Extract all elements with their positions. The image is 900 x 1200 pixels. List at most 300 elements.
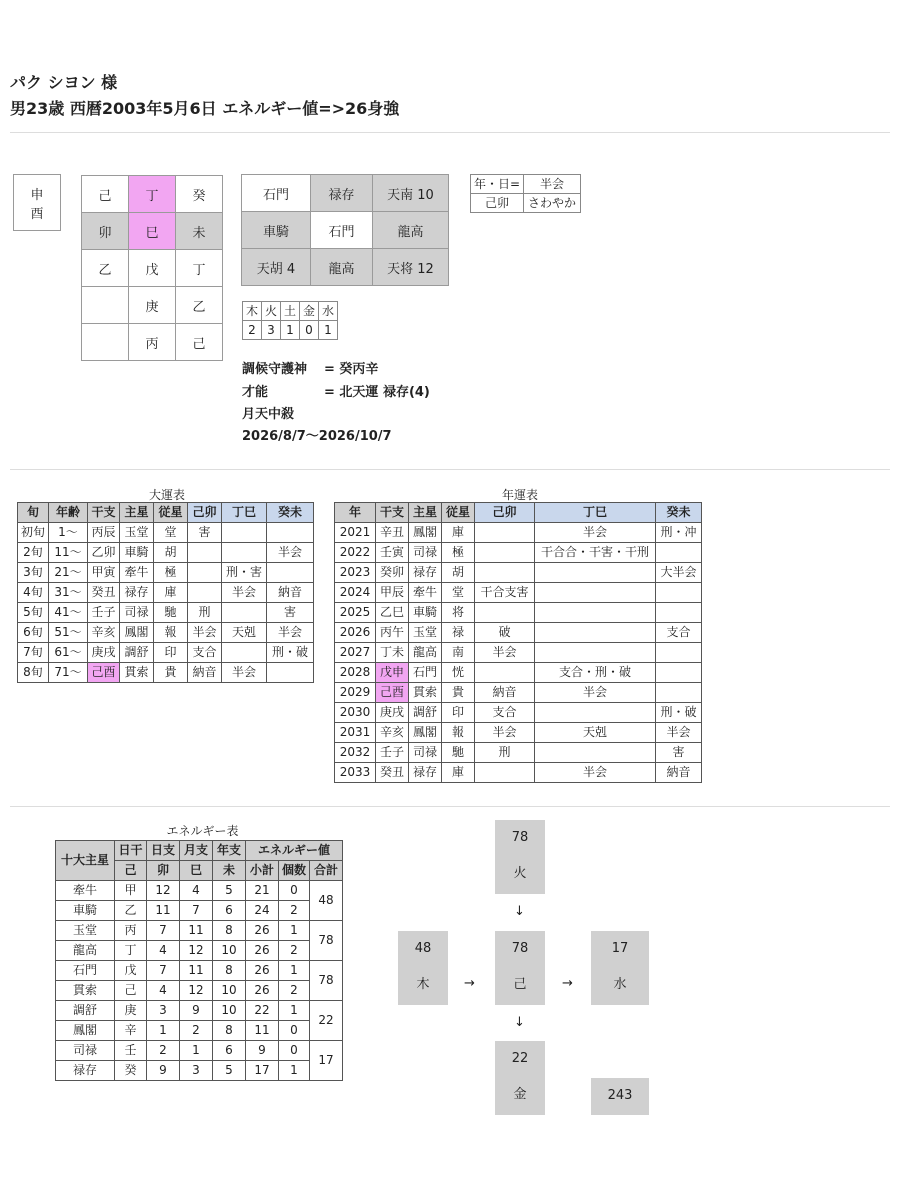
element-value: 2 xyxy=(243,321,262,340)
relation-value: さわやか xyxy=(524,194,581,213)
table-row xyxy=(18,583,314,603)
table-cell: 61〜 xyxy=(49,643,88,663)
table-cell xyxy=(535,603,656,623)
col-header: 己卯 xyxy=(188,503,222,523)
table-cell: 半会 xyxy=(222,663,267,683)
table-cell: 大半会 xyxy=(656,563,702,583)
col-header: 年 xyxy=(335,503,376,523)
table-cell: 天剋 xyxy=(535,723,656,743)
fire-value: 78 xyxy=(511,830,529,845)
divider xyxy=(10,469,890,470)
table-cell: 調舒 xyxy=(120,643,154,663)
table-cell: 胡 xyxy=(154,543,188,563)
table-row xyxy=(335,703,702,723)
sainou-value: = 北天運 禄存(4) xyxy=(324,385,430,400)
table-cell: 禄 xyxy=(442,623,475,643)
table-cell: 牽牛 xyxy=(409,583,442,603)
meishiki-cell: 己 xyxy=(175,323,223,361)
table-row xyxy=(56,901,343,921)
table-cell: 恍 xyxy=(442,663,475,683)
table-row xyxy=(18,523,314,543)
col-header: 丁巳 xyxy=(222,503,267,523)
table-cell xyxy=(656,663,702,683)
table-cell: 9 xyxy=(180,1001,213,1021)
table-cell: 2031 xyxy=(335,723,376,743)
table-cell: 禄存 xyxy=(409,763,442,783)
table-cell: 2025 xyxy=(335,603,376,623)
star-cell: 龍高 xyxy=(310,248,373,286)
nenun-title: 年運表 xyxy=(501,488,538,502)
table-cell: 2022 xyxy=(335,543,376,563)
water-value: 17 xyxy=(611,941,629,956)
table-cell: 司禄 xyxy=(409,743,442,763)
five-elements-table xyxy=(242,301,338,340)
col-header: 日干 xyxy=(115,841,147,861)
table-cell: 10 xyxy=(213,941,246,961)
table-cell: 貴 xyxy=(154,663,188,683)
table-row xyxy=(18,623,314,643)
element-label: 火 xyxy=(262,302,281,321)
table-cell: 干合支害 xyxy=(475,583,535,603)
table-cell: 1 xyxy=(279,961,310,981)
meishiki-cell: 卯 xyxy=(81,212,129,250)
table-cell: 9 xyxy=(246,1041,279,1061)
table-cell: 2 xyxy=(147,1041,180,1061)
table-cell: 11 xyxy=(246,1021,279,1041)
table-row xyxy=(56,921,343,941)
table-row xyxy=(335,663,702,683)
table-cell: 7 xyxy=(180,901,213,921)
table-cell xyxy=(535,563,656,583)
table-cell: 乙卯 xyxy=(88,543,120,563)
table-cell: 玉堂 xyxy=(409,623,442,643)
col-header: エネルギー値 xyxy=(246,841,343,861)
star-cell: 龍高 xyxy=(372,211,449,249)
table-cell: 己酉 xyxy=(376,683,409,703)
table-row xyxy=(335,643,702,663)
meishiki-cell: 庚 xyxy=(128,286,176,324)
table-cell: 報 xyxy=(442,723,475,743)
col-header: 癸未 xyxy=(656,503,702,523)
table-cell xyxy=(475,563,535,583)
table-row xyxy=(56,1021,343,1041)
table-cell: 納音 xyxy=(475,683,535,703)
table-row xyxy=(335,563,702,583)
table-cell: 2 xyxy=(279,941,310,961)
table-cell: 8旬 xyxy=(18,663,49,683)
table-cell: 9 xyxy=(147,1061,180,1081)
table-cell: 0 xyxy=(279,1041,310,1061)
table-cell: 2旬 xyxy=(18,543,49,563)
corner-header: 十大主星 xyxy=(56,841,115,881)
table-cell: 堂 xyxy=(154,523,188,543)
table-cell: 2026 xyxy=(335,623,376,643)
arrow-right-icon: → xyxy=(464,976,475,991)
table-cell: 2028 xyxy=(335,663,376,683)
table-cell xyxy=(222,643,267,663)
table-cell: 壬子 xyxy=(376,743,409,763)
table-cell: 貴 xyxy=(442,683,475,703)
col-header: 年齢 xyxy=(49,503,88,523)
total-cell: 17 xyxy=(310,1041,343,1081)
table-cell xyxy=(656,643,702,663)
table-row xyxy=(18,643,314,663)
table-cell: 半会 xyxy=(535,683,656,703)
table-cell: 26 xyxy=(246,961,279,981)
energy-title: エネルギー表 xyxy=(166,824,239,838)
table-cell: 丙午 xyxy=(376,623,409,643)
col-header: 主星 xyxy=(409,503,442,523)
arrow-down-icon: ↓ xyxy=(514,904,525,919)
table-cell: 癸卯 xyxy=(376,563,409,583)
table-cell: 天剋 xyxy=(222,623,267,643)
table-cell: 10 xyxy=(213,1001,246,1021)
element-value: 1 xyxy=(281,321,300,340)
table-cell: 6 xyxy=(213,1041,246,1061)
col-header: 旬 xyxy=(18,503,49,523)
table-cell: 21 xyxy=(246,881,279,901)
table-cell: 26 xyxy=(246,941,279,961)
table-cell: 害 xyxy=(267,603,314,623)
arrow-down-icon: ↓ xyxy=(514,1015,525,1030)
table-cell: 1〜 xyxy=(49,523,88,543)
table-cell: 4 xyxy=(147,981,180,1001)
table-row xyxy=(56,981,343,1001)
sainou-label: 才能 xyxy=(242,385,269,400)
table-cell xyxy=(535,643,656,663)
col-header: 己 xyxy=(115,861,147,881)
table-cell: 刑・破 xyxy=(656,703,702,723)
table-cell: 丙辰 xyxy=(88,523,120,543)
table-cell: 6旬 xyxy=(18,623,49,643)
table-cell: 51〜 xyxy=(49,623,88,643)
total-cell: 48 xyxy=(310,881,343,921)
table-cell: 調舒 xyxy=(56,1001,115,1021)
table-cell: 17 xyxy=(246,1061,279,1081)
star-cell: 石門 xyxy=(310,211,373,249)
table-cell: 24 xyxy=(246,901,279,921)
table-cell: 8 xyxy=(213,921,246,941)
table-cell: 8 xyxy=(213,961,246,981)
total-cell: 78 xyxy=(310,961,343,1001)
table-cell: 甲寅 xyxy=(88,563,120,583)
relation-table xyxy=(470,174,581,213)
table-cell: 5旬 xyxy=(18,603,49,623)
table-cell: 刑 xyxy=(188,603,222,623)
meishiki-cell: 丁 xyxy=(175,249,223,287)
table-cell: 71〜 xyxy=(49,663,88,683)
element-value: 3 xyxy=(262,321,281,340)
meishiki-cell: 巳 xyxy=(128,212,176,250)
meishiki-cell: 丙 xyxy=(128,323,176,361)
earth-box xyxy=(495,931,545,1005)
col-header: 癸未 xyxy=(267,503,314,523)
table-cell: 丁 xyxy=(115,941,147,961)
table-cell: 車騎 xyxy=(56,901,115,921)
meishiki-cell xyxy=(81,323,129,361)
divider xyxy=(10,806,890,807)
table-cell: 癸丑 xyxy=(376,763,409,783)
wood-value: 48 xyxy=(414,941,432,956)
table-row xyxy=(335,543,702,563)
table-cell xyxy=(535,703,656,723)
table-cell: 2 xyxy=(180,1021,213,1041)
table-cell: 貫索 xyxy=(56,981,115,1001)
energy-table xyxy=(55,840,343,1081)
table-cell: 極 xyxy=(442,543,475,563)
table-cell: 庫 xyxy=(154,583,188,603)
table-cell: 鳳閣 xyxy=(409,723,442,743)
col-header: 月支 xyxy=(180,841,213,861)
star-cell: 天南 10 xyxy=(372,174,449,212)
col-header: 巳 xyxy=(180,861,213,881)
table-cell: 2032 xyxy=(335,743,376,763)
table-cell xyxy=(188,563,222,583)
table-cell: 半会 xyxy=(222,583,267,603)
table-cell: 3 xyxy=(147,1001,180,1021)
table-cell: 1 xyxy=(279,921,310,941)
table-cell: 半会 xyxy=(535,523,656,543)
element-value: 1 xyxy=(319,321,338,340)
table-cell xyxy=(267,523,314,543)
table-row xyxy=(18,543,314,563)
star-cell: 禄存 xyxy=(310,174,373,212)
table-cell: 干合合・干害・干刑 xyxy=(535,543,656,563)
tenchu-1: 申 xyxy=(30,187,44,203)
table-cell: 11 xyxy=(147,901,180,921)
element-label: 土 xyxy=(281,302,300,321)
table-cell: 禄存 xyxy=(120,583,154,603)
table-cell: 6 xyxy=(213,901,246,921)
table-cell: 甲 xyxy=(115,881,147,901)
table-cell: 半会 xyxy=(535,763,656,783)
total-cell: 22 xyxy=(310,1001,343,1041)
table-cell: 7 xyxy=(147,921,180,941)
fire-label: 火 xyxy=(513,866,527,881)
table-cell: 5 xyxy=(213,1061,246,1081)
table-cell: 0 xyxy=(279,881,310,901)
meishiki-cell: 己 xyxy=(81,175,129,213)
table-cell: 車騎 xyxy=(409,603,442,623)
arrow-right-icon: → xyxy=(562,976,573,991)
table-cell: 4 xyxy=(180,881,213,901)
table-cell: 2033 xyxy=(335,763,376,783)
table-cell: 調舒 xyxy=(409,703,442,723)
table-cell: 12 xyxy=(180,981,213,1001)
table-cell: 牽牛 xyxy=(56,881,115,901)
table-cell: 4旬 xyxy=(18,583,49,603)
table-cell: 0 xyxy=(279,1021,310,1041)
col-header: 個数 xyxy=(279,861,310,881)
table-cell xyxy=(222,603,267,623)
table-cell: 初旬 xyxy=(18,523,49,543)
table-cell xyxy=(222,523,267,543)
table-cell: 10 xyxy=(213,981,246,1001)
table-cell: 26 xyxy=(246,981,279,1001)
element-label: 水 xyxy=(319,302,338,321)
element-label: 金 xyxy=(300,302,319,321)
meishiki-cell: 戊 xyxy=(128,249,176,287)
table-row xyxy=(335,623,702,643)
table-cell: 11〜 xyxy=(49,543,88,563)
table-cell: 馳 xyxy=(154,603,188,623)
table-cell: 貫索 xyxy=(120,663,154,683)
table-cell: 半会 xyxy=(475,643,535,663)
table-cell: 2029 xyxy=(335,683,376,703)
earth-label: 己 xyxy=(513,977,527,992)
table-cell xyxy=(267,663,314,683)
star-cell: 石門 xyxy=(241,174,311,212)
table-cell: 己酉 xyxy=(88,663,120,683)
total-value: 243 xyxy=(607,1088,633,1103)
table-cell: 12 xyxy=(147,881,180,901)
col-header: 丁巳 xyxy=(535,503,656,523)
water-label: 水 xyxy=(613,977,627,992)
table-cell: 納音 xyxy=(267,583,314,603)
table-cell: 鳳閣 xyxy=(56,1021,115,1041)
table-row xyxy=(18,603,314,623)
table-cell: 鳳閣 xyxy=(409,523,442,543)
table-cell: 支合 xyxy=(475,703,535,723)
meishiki-cell: 乙 xyxy=(175,286,223,324)
table-row xyxy=(335,603,702,623)
client-name: パク シヨン 様 xyxy=(10,73,118,92)
table-cell: 納音 xyxy=(188,663,222,683)
metal-value: 22 xyxy=(511,1051,529,1066)
table-cell: 2 xyxy=(279,901,310,921)
choko-value: = 癸丙辛 xyxy=(324,362,379,377)
table-cell: 玉堂 xyxy=(56,921,115,941)
meishiki-cell: 丁 xyxy=(128,175,176,213)
col-header: 己卯 xyxy=(475,503,535,523)
table-cell xyxy=(475,763,535,783)
table-cell: 半会 xyxy=(267,543,314,563)
table-cell: 壬子 xyxy=(88,603,120,623)
table-cell: 2 xyxy=(279,981,310,1001)
table-cell: 1 xyxy=(147,1021,180,1041)
relation-value: 半会 xyxy=(524,175,581,194)
col-header: 年支 xyxy=(213,841,246,861)
table-cell: 庫 xyxy=(442,523,475,543)
table-cell: 馳 xyxy=(442,743,475,763)
table-cell xyxy=(656,603,702,623)
table-cell: 26 xyxy=(246,921,279,941)
table-cell: 貫索 xyxy=(409,683,442,703)
table-cell: 戊 xyxy=(115,961,147,981)
table-cell: 乙 xyxy=(115,901,147,921)
table-cell: 庚戌 xyxy=(88,643,120,663)
table-cell: 車騎 xyxy=(120,543,154,563)
table-cell xyxy=(188,583,222,603)
table-cell: 壬 xyxy=(115,1041,147,1061)
table-cell: 刑 xyxy=(475,743,535,763)
table-cell: 庚 xyxy=(115,1001,147,1021)
table-cell: 破 xyxy=(475,623,535,643)
water-box xyxy=(591,931,649,1005)
table-cell xyxy=(475,543,535,563)
daiun-title: 大運表 xyxy=(148,488,185,502)
table-row xyxy=(56,941,343,961)
table-cell: 禄存 xyxy=(56,1061,115,1081)
tenchu-2: 酉 xyxy=(30,206,44,222)
table-cell: 11 xyxy=(180,961,213,981)
table-row xyxy=(335,683,702,703)
meishiki-cell: 癸 xyxy=(175,175,223,213)
star-cell: 天胡 4 xyxy=(241,248,311,286)
table-cell: 辛丑 xyxy=(376,523,409,543)
fire-box xyxy=(495,820,545,894)
table-cell: 己 xyxy=(115,981,147,1001)
col-header: 小計 xyxy=(246,861,279,881)
relation-key: 年・日= xyxy=(471,175,524,194)
table-cell: 1 xyxy=(279,1061,310,1081)
table-cell: 辛亥 xyxy=(88,623,120,643)
total-cell: 78 xyxy=(310,921,343,961)
table-row xyxy=(335,523,702,543)
table-row xyxy=(335,763,702,783)
col-header: 干支 xyxy=(88,503,120,523)
table-cell: 害 xyxy=(656,743,702,763)
table-cell: 支合 xyxy=(188,643,222,663)
table-cell: 刑・冲 xyxy=(656,523,702,543)
table-cell: 納音 xyxy=(656,763,702,783)
meishiki-cell: 乙 xyxy=(81,249,129,287)
table-cell: 癸 xyxy=(115,1061,147,1081)
table-cell: 支合 xyxy=(656,623,702,643)
table-cell: 半会 xyxy=(475,723,535,743)
table-cell: 極 xyxy=(154,563,188,583)
earth-value: 78 xyxy=(511,941,529,956)
meishiki-cell: 未 xyxy=(175,212,223,250)
col-header: 主星 xyxy=(120,503,154,523)
table-cell xyxy=(535,623,656,643)
table-cell: 龍高 xyxy=(56,941,115,961)
table-cell: 南 xyxy=(442,643,475,663)
metal-label: 金 xyxy=(513,1087,527,1102)
table-cell: 7 xyxy=(147,961,180,981)
table-cell: 8 xyxy=(213,1021,246,1041)
table-cell: 半会 xyxy=(656,723,702,743)
table-cell xyxy=(222,543,267,563)
table-cell xyxy=(535,583,656,603)
table-cell: 癸丑 xyxy=(88,583,120,603)
table-cell: 41〜 xyxy=(49,603,88,623)
table-cell: 乙巳 xyxy=(376,603,409,623)
table-cell xyxy=(656,683,702,703)
star-cell: 車騎 xyxy=(241,211,311,249)
table-cell: 司禄 xyxy=(56,1041,115,1061)
table-cell: 刑・害 xyxy=(222,563,267,583)
table-cell xyxy=(535,743,656,763)
choko-label: 調候守護神 xyxy=(242,362,308,377)
table-cell: 庚戌 xyxy=(376,703,409,723)
table-cell: 胡 xyxy=(442,563,475,583)
table-cell: 刑・破 xyxy=(267,643,314,663)
table-cell: 辛 xyxy=(115,1021,147,1041)
table-cell: 龍高 xyxy=(409,643,442,663)
tenchu-label: 月天中殺 xyxy=(242,407,295,422)
table-row xyxy=(56,1001,343,1021)
table-cell: 将 xyxy=(442,603,475,623)
divider xyxy=(10,132,890,133)
table-cell: 5 xyxy=(213,881,246,901)
table-cell: 丁未 xyxy=(376,643,409,663)
col-header: 卯 xyxy=(147,861,180,881)
table-cell: 司禄 xyxy=(120,603,154,623)
table-cell xyxy=(656,543,702,563)
table-cell: 司禄 xyxy=(409,543,442,563)
table-cell: 31〜 xyxy=(49,583,88,603)
